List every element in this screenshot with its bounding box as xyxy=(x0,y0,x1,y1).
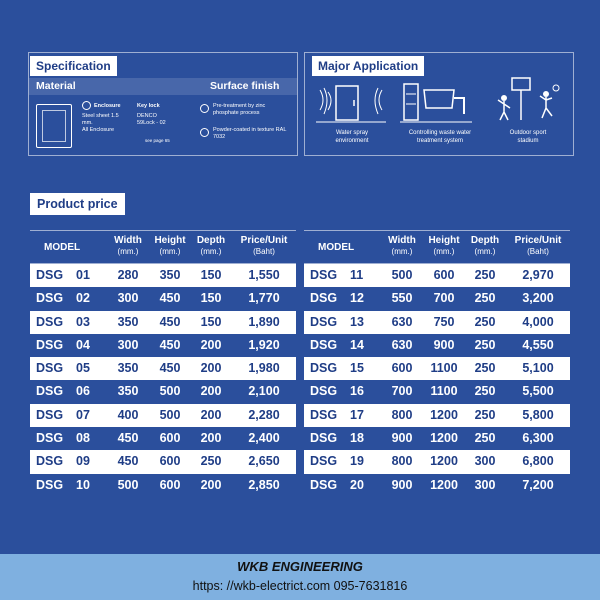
price-cell: 7,200 xyxy=(522,477,554,492)
table-row xyxy=(30,334,296,357)
width-cell: 350 xyxy=(117,361,139,376)
table-row xyxy=(304,264,570,287)
height-cell: 750 xyxy=(433,314,455,329)
width-cell: 450 xyxy=(117,454,139,469)
model-cell: DSG 02 xyxy=(36,291,90,306)
header-height: Height (mm.) xyxy=(428,235,460,256)
height-cell: 1200 xyxy=(430,454,458,469)
app-item3-line1: Outdoor sport xyxy=(509,130,547,136)
model-cell: DSG 17 xyxy=(310,407,364,422)
table-body xyxy=(30,264,296,497)
price-cell: 2,850 xyxy=(248,477,280,492)
height-cell: 350 xyxy=(159,268,181,282)
height-cell: 450 xyxy=(159,337,181,352)
table-header xyxy=(30,230,296,264)
table-row xyxy=(304,380,570,403)
table-row xyxy=(304,334,570,357)
header-price: Price/Unit (Baht) xyxy=(514,235,562,256)
width-cell: 400 xyxy=(117,407,139,422)
width-cell: 500 xyxy=(391,268,413,282)
table-row xyxy=(304,427,570,450)
model-cell: DSG 16 xyxy=(310,384,364,399)
width-cell: 700 xyxy=(391,384,413,399)
surface-item1-line2: phosphate process xyxy=(213,110,260,116)
table-row xyxy=(30,474,296,497)
width-cell: 550 xyxy=(391,291,413,306)
height-cell: 1200 xyxy=(430,431,458,446)
width-cell: 350 xyxy=(117,314,139,329)
height-cell: 600 xyxy=(159,477,181,492)
price-cell: 4,000 xyxy=(522,314,554,329)
table-row xyxy=(30,427,296,450)
price-cell: 1,920 xyxy=(248,337,280,352)
table-row xyxy=(30,380,296,403)
depth-cell: 200 xyxy=(200,407,222,422)
surface-item2-line1: Powder-coated in texture RAL xyxy=(213,127,287,133)
height-cell: 1100 xyxy=(430,361,458,376)
height-cell: 450 xyxy=(159,361,181,376)
price-table-left xyxy=(30,230,296,497)
contact-info: https: //wkb-electrict.com 095-7631816 xyxy=(192,579,408,593)
model-cell: DSG 10 xyxy=(36,477,90,492)
price-cell: 2,650 xyxy=(248,454,280,469)
depth-cell: 300 xyxy=(474,477,496,492)
table-row xyxy=(30,264,296,287)
header-width: Width (mm.) xyxy=(114,235,142,256)
sport-stadium-icon xyxy=(492,74,564,124)
width-cell: 500 xyxy=(117,477,139,492)
model-cell: DSG 04 xyxy=(36,337,90,352)
water-spray-icon xyxy=(316,80,386,126)
table-row xyxy=(304,311,570,334)
height-cell: 500 xyxy=(159,407,181,422)
width-cell: 800 xyxy=(391,454,413,469)
waste-water-icon xyxy=(400,80,472,126)
width-cell: 280 xyxy=(117,268,139,282)
keylock-line2: 59Lock - 02 xyxy=(137,120,166,126)
table-header xyxy=(304,230,570,264)
width-cell: 900 xyxy=(391,477,413,492)
depth-cell: 250 xyxy=(474,268,496,282)
app-item1-line1: Water spray xyxy=(335,130,369,136)
header-price: Price/Unit (Baht) xyxy=(240,235,288,256)
height-cell: 450 xyxy=(159,314,181,329)
keylock-line1: DENCO xyxy=(137,113,157,119)
depth-cell: 250 xyxy=(474,361,496,376)
footer-bar xyxy=(0,554,600,600)
depth-cell: 250 xyxy=(474,291,496,306)
app-item1-line2: environment xyxy=(335,138,369,144)
width-cell: 350 xyxy=(117,384,139,399)
width-cell: 300 xyxy=(117,291,139,306)
table-row xyxy=(30,404,296,427)
depth-cell: 300 xyxy=(474,454,496,469)
price-cell: 2,970 xyxy=(522,268,554,282)
height-cell: 1200 xyxy=(430,407,458,422)
table-row xyxy=(30,311,296,334)
price-cell: 6,300 xyxy=(522,431,554,446)
enclosure-line3: All Enclosure xyxy=(82,127,115,133)
depth-cell: 150 xyxy=(200,314,222,329)
price-cell: 3,200 xyxy=(522,291,554,306)
model-cell: DSG 15 xyxy=(310,361,364,376)
height-cell: 600 xyxy=(433,268,455,282)
depth-cell: 250 xyxy=(474,384,496,399)
surface-item2-line2: 7032 xyxy=(213,134,226,140)
header-width: Width (mm.) xyxy=(388,235,416,256)
surface-finish-label: Surface finish xyxy=(210,80,280,92)
width-cell: 900 xyxy=(391,431,413,446)
app-item3-line2: stadium xyxy=(517,138,539,144)
model-cell: DSG 07 xyxy=(36,407,90,422)
surface-item1-line1: Pre-treatment by zinc xyxy=(213,103,266,109)
header-model: MODEL xyxy=(44,242,81,253)
enclosure-line2: mm. xyxy=(82,120,93,126)
height-cell: 1200 xyxy=(430,477,458,492)
depth-cell: 150 xyxy=(200,268,222,282)
major-application-title: Major Application xyxy=(312,56,424,76)
table-row xyxy=(304,287,570,310)
model-cell: DSG 11 xyxy=(310,268,364,282)
depth-cell: 250 xyxy=(474,337,496,352)
height-cell: 600 xyxy=(159,431,181,446)
price-cell: 5,800 xyxy=(522,407,554,422)
price-cell: 1,890 xyxy=(248,314,280,329)
price-cell: 1,770 xyxy=(248,291,280,306)
table-row xyxy=(30,357,296,380)
price-cell: 5,500 xyxy=(522,384,554,399)
height-cell: 900 xyxy=(433,337,455,352)
depth-cell: 200 xyxy=(200,337,222,352)
table-row xyxy=(30,450,296,473)
table-body xyxy=(304,264,570,497)
model-cell: DSG 09 xyxy=(36,454,90,469)
model-cell: DSG 08 xyxy=(36,431,90,446)
width-cell: 630 xyxy=(391,314,413,329)
table-row xyxy=(304,450,570,473)
see-page-note: see page 65 xyxy=(145,138,170,143)
app-item2-line1: Controlling waste water xyxy=(408,130,472,136)
price-cell: 1,550 xyxy=(248,268,280,282)
header-depth: Depth (mm.) xyxy=(196,235,226,256)
model-cell: DSG 13 xyxy=(310,314,364,329)
price-table-right xyxy=(304,230,570,497)
powder-coat-icon xyxy=(200,128,209,137)
price-cell: 5,100 xyxy=(522,361,554,376)
width-cell: 300 xyxy=(117,337,139,352)
enclosure-icon xyxy=(36,104,72,148)
depth-cell: 150 xyxy=(200,291,222,306)
height-cell: 450 xyxy=(159,291,181,306)
depth-cell: 200 xyxy=(200,361,222,376)
model-cell: DSG 05 xyxy=(36,361,90,376)
product-price-title: Product price xyxy=(30,193,125,215)
depth-cell: 250 xyxy=(474,314,496,329)
enclosure-title: Enclosure xyxy=(94,103,121,109)
table-row xyxy=(304,474,570,497)
price-cell: 2,280 xyxy=(248,407,280,422)
model-cell: DSG 01 xyxy=(36,268,90,282)
price-cell: 2,100 xyxy=(248,384,280,399)
depth-cell: 250 xyxy=(474,431,496,446)
material-label: Material xyxy=(36,80,76,92)
model-cell: DSG 19 xyxy=(310,454,364,469)
header-model: MODEL xyxy=(318,242,355,253)
company-name: WKB ENGINEERING xyxy=(237,559,363,574)
keylock-title: Key lock xyxy=(137,103,160,109)
price-cell: 6,800 xyxy=(522,454,554,469)
depth-cell: 250 xyxy=(200,454,222,469)
depth-cell: 250 xyxy=(474,407,496,422)
header-height: Height (mm.) xyxy=(154,235,186,256)
height-cell: 500 xyxy=(159,384,181,399)
depth-cell: 200 xyxy=(200,431,222,446)
table-row xyxy=(30,287,296,310)
height-cell: 600 xyxy=(159,454,181,469)
model-cell: DSG 14 xyxy=(310,337,364,352)
height-cell: 1100 xyxy=(430,384,458,399)
table-row xyxy=(304,404,570,427)
model-cell: DSG 03 xyxy=(36,314,90,329)
price-cell: 4,550 xyxy=(522,337,554,352)
model-cell: DSG 12 xyxy=(310,291,364,306)
header-depth: Depth (mm.) xyxy=(470,235,500,256)
price-cell: 1,980 xyxy=(248,361,280,376)
height-cell: 700 xyxy=(433,291,455,306)
table-row xyxy=(304,357,570,380)
model-cell: DSG 18 xyxy=(310,431,364,446)
model-cell: DSG 20 xyxy=(310,477,364,492)
price-cell: 2,400 xyxy=(248,431,280,446)
app-item2-line2: treatment system xyxy=(416,138,463,144)
width-cell: 450 xyxy=(117,431,139,446)
width-cell: 800 xyxy=(391,407,413,422)
enclosure-line1: Steel sheet 1.5 xyxy=(82,113,119,119)
width-cell: 600 xyxy=(391,361,413,376)
depth-cell: 200 xyxy=(200,477,222,492)
width-cell: 630 xyxy=(391,337,413,352)
pretreatment-icon xyxy=(200,104,209,113)
specification-title: Specification xyxy=(30,56,117,76)
depth-cell: 200 xyxy=(200,384,222,399)
model-cell: DSG 06 xyxy=(36,384,90,399)
